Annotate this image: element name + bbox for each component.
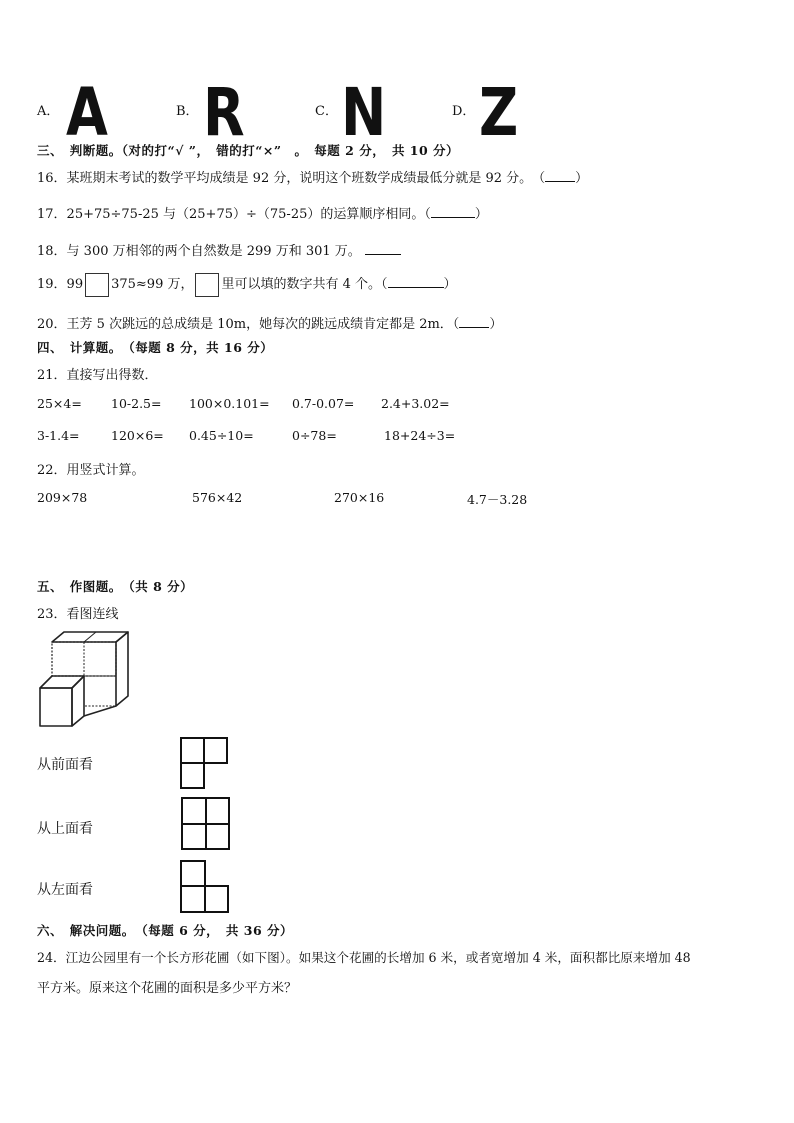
option-c-letter: N: [341, 74, 387, 151]
vertical-calc-item: 209×78: [37, 490, 88, 505]
vertical-calc-item: 270×16: [334, 490, 385, 505]
question-19-part1: 19．99: [37, 277, 84, 292]
question-20: [37, 313, 502, 332]
vertical-calc-item: 576×42: [192, 490, 243, 505]
view-shape-3[interactable]: [180, 860, 230, 914]
calc-item: 100×0.101=: [189, 396, 270, 411]
option-d-label: D．: [452, 104, 476, 119]
question-17: [37, 203, 488, 222]
option-a-letter: A: [66, 74, 108, 151]
question-19-part2: 375≈99 万，: [111, 277, 194, 292]
vertical-calc-item: 4.7－3.28: [467, 492, 528, 507]
question-18-text: 18．与 300 万相邻的两个自然数是 299 万和 301 万。: [37, 244, 361, 259]
calc-item: 10-2.5=: [111, 396, 162, 411]
view-label-front: 从前面看: [37, 757, 93, 773]
calc-item: 0.7-0.07=: [292, 396, 355, 411]
question-16: [37, 167, 588, 186]
question-20-close: ）: [489, 317, 503, 332]
question-17-text: 17．25+75÷75-25 与（25+75）÷（75-25）的运算顺序相同。（: [37, 207, 431, 222]
view-shape-2[interactable]: [181, 797, 231, 851]
option-b-label: B．: [176, 104, 199, 119]
answer-blank-20[interactable]: [459, 327, 489, 328]
option-a-label: A．: [37, 104, 60, 119]
section-3-title: 三、 判断题。（对的打“√ ”， 错的打“×” 。 每题 2 分， 共 10 分）: [37, 143, 460, 158]
calc-item: 0.45÷10=: [189, 428, 254, 443]
question-19-close: ）: [443, 277, 457, 292]
section-4-title: 四、 计算题。 （每题 8 分，共 16 分）: [37, 340, 274, 355]
question-22-title: 22．用竖式计算。: [37, 463, 145, 478]
question-18: [37, 240, 401, 259]
question-16-close: ）: [575, 171, 589, 186]
question-23-title: 23．看图连线: [37, 607, 119, 622]
question-20-text: 20．王芳 5 次跳远的总成绩是 10m，她每次的跳远成绩肯定都是 2m．（: [37, 317, 460, 332]
calc-item: 3-1.4=: [37, 428, 80, 443]
calc-item: 0÷78=: [292, 428, 337, 443]
calc-item: 120×6=: [111, 428, 164, 443]
view-shape-1[interactable]: [180, 737, 230, 789]
calc-item: 25×4=: [37, 396, 82, 411]
option-b-letter: R: [203, 74, 245, 151]
section-5-title: 五、 作图题。 （共 8 分）: [37, 579, 194, 594]
answer-blank-18[interactable]: [365, 254, 401, 255]
view-label-top: 从上面看: [37, 821, 93, 837]
calc-item: 18+24÷3=: [384, 428, 456, 443]
answer-blank-16[interactable]: [545, 181, 575, 182]
answer-blank-19[interactable]: [388, 287, 444, 288]
cube-stack-figure: [38, 630, 138, 730]
section-6-title: 六、 解决问题。 （每题 6 分， 共 36 分）: [37, 923, 294, 938]
question-19: [37, 272, 457, 298]
digit-box[interactable]: [195, 273, 219, 297]
question-24-line-1: 24．江边公园里有一个长方形花圃（如下图）。如果这个花圃的长增加 6 米，或者宽增加 4 米，面积都比原来增加 48: [37, 950, 691, 965]
calc-item: 2.4+3.02=: [381, 396, 450, 411]
answer-blank-17[interactable]: [431, 217, 475, 218]
question-24-line-2: 平方米。原来这个花圃的面积是多少平方米？: [37, 981, 298, 996]
option-c-label: C．: [315, 104, 338, 119]
question-17-close: ）: [474, 207, 488, 222]
question-19-part3: 里可以填的数字共有 4 个。（: [221, 277, 388, 292]
view-label-left: 从左面看: [37, 882, 93, 898]
option-d-letter: Z: [479, 74, 519, 151]
question-16-text: 16．某班期末考试的数学平均成绩是 92 分，说明这个班数学成绩最低分就是 92 分。 （: [37, 171, 546, 186]
digit-box[interactable]: [85, 273, 109, 297]
question-21-title: 21．直接写出得数．: [37, 368, 158, 383]
